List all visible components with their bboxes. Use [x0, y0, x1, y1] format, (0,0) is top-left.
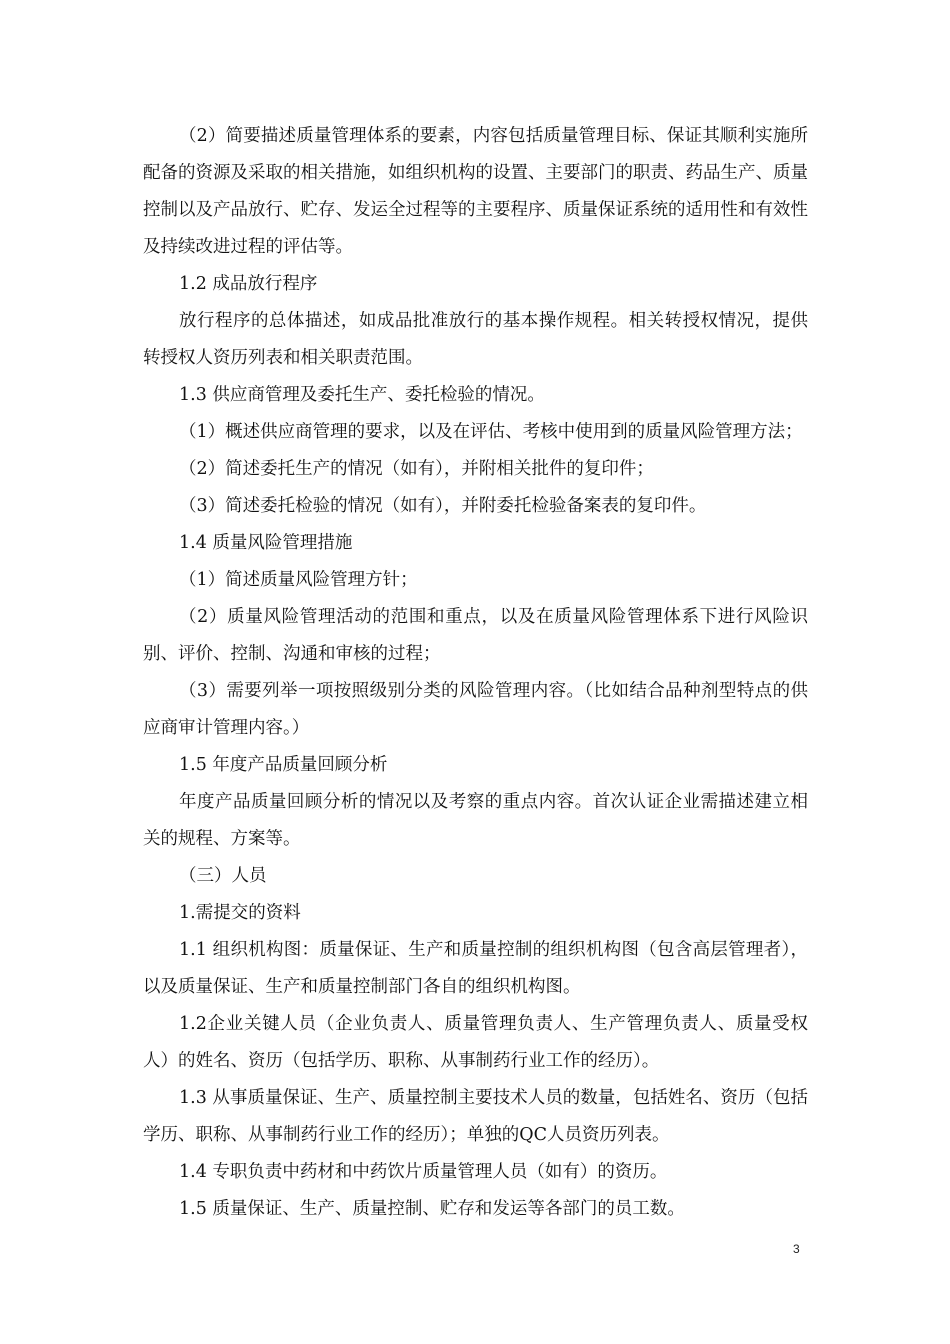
paragraph-supplier-requirements: （1）概述供应商管理的要求，以及在评估、考核中使用到的质量风险管理方法；: [179, 422, 803, 442]
paragraph-annual-review: 年度产品质量回顾分析的情况以及考察的重点内容。首次认证企业需描述建立相关的规程、方案等。: [143, 792, 808, 849]
heading-1-5-annual-review: 1.5 年度产品质量回顾分析: [179, 755, 388, 775]
heading-submission-materials: 1.需提交的资料: [179, 903, 301, 923]
paragraph-contract-manufacturing: （2）简述委托生产的情况（如有），并附相关批件的复印件；: [179, 459, 654, 479]
heading-section-personnel: （三）人员: [179, 866, 267, 886]
paragraph-tcm-quality-staff: 1.4 专职负责中药材和中药饮片质量管理人员（如有）的资历。: [179, 1162, 668, 1182]
paragraph-qms-elements: （2）简要描述质量管理体系的要素，内容包括质量管理目标、保证其顺利实施所配备的资源及采取的相关措施，如组织机构的设置、主要部门的职责、药品生产、质量控制以及产品放行、贮存、发运全过程等的主要程序、质量保证系统的适用性和有效性及持续改进过程的评估等。: [143, 126, 808, 257]
paragraph-staff-counts: 1.5 质量保证、生产、质量控制、贮存和发运等各部门的员工数。: [179, 1199, 685, 1219]
paragraph-release-description: 放行程序的总体描述，如成品批准放行的基本操作规程。相关转授权情况，提供转授权人资历列表和相关职责范围。: [143, 311, 808, 368]
heading-1-4-risk-management: 1.4 质量风险管理措施: [179, 533, 353, 553]
heading-1-3-supplier-management: 1.3 供应商管理及委托生产、委托检验的情况。: [179, 385, 545, 405]
paragraph-risk-classification: （3）需要列举一项按照级别分类的风险管理内容。（比如结合品种剂型特点的供应商审计管理内容。）: [143, 681, 808, 738]
paragraph-risk-scope: （2）质量风险管理活动的范围和重点，以及在质量风险管理体系下进行风险识别、评价、控制、沟通和审核的过程；: [143, 607, 808, 664]
paragraph-risk-policy: （1）简述质量风险管理方针；: [179, 570, 418, 590]
paragraph-key-personnel: 1.2企业关键人员（企业负责人、质量管理负责人、生产管理负责人、质量受权人）的姓名、资历（包括学历、职称、从事制药行业工作的经历）。: [143, 1014, 808, 1071]
paragraph-org-chart: 1.1 组织机构图：质量保证、生产和质量控制的组织机构图（包含高层管理者），以及质量保证、生产和质量控制部门各自的组织机构图。: [143, 940, 808, 997]
heading-1-2-release-procedure: 1.2 成品放行程序: [179, 274, 318, 294]
paragraph-technical-staff: 1.3 从事质量保证、生产、质量控制主要技术人员的数量，包括姓名、资历（包括学历、职称、从事制药行业工作的经历）；单独的QC人员资历列表。: [143, 1088, 808, 1145]
paragraph-contract-testing: （3）简述委托检验的情况（如有），并附委托检验备案表的复印件。: [179, 496, 707, 516]
page-number: 3: [793, 1242, 800, 1256]
document-body: [143, 118, 808, 1228]
